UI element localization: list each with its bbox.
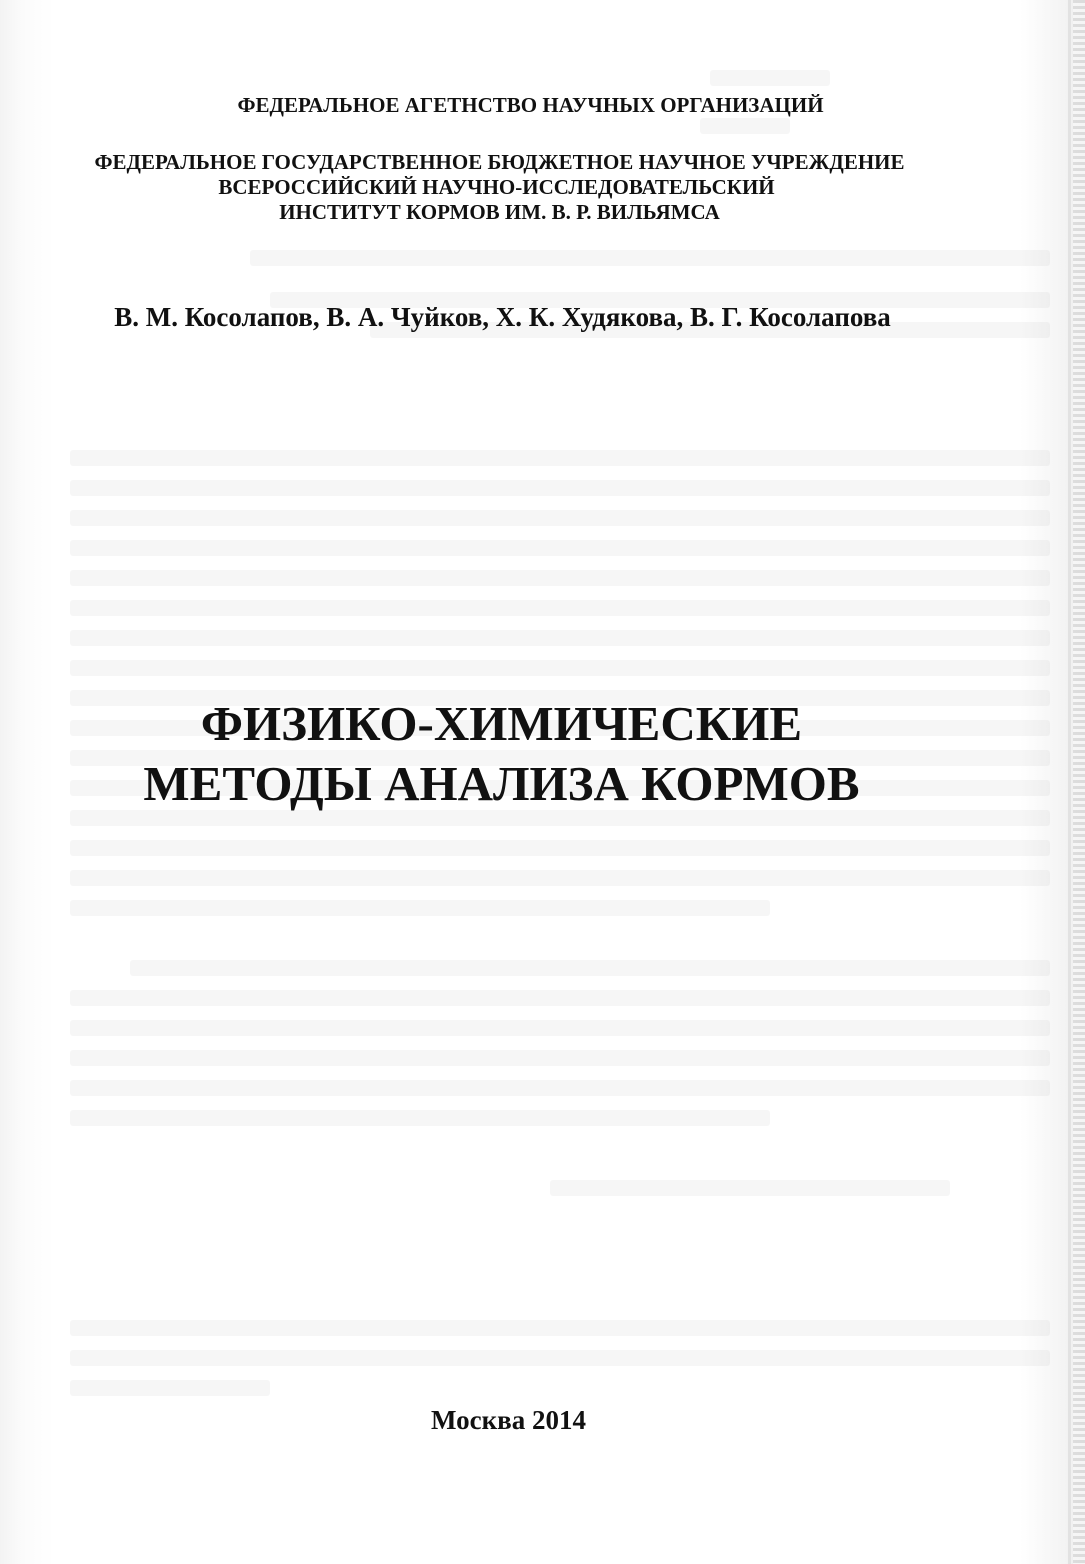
institution-line-1: ФЕДЕРАЛЬНОЕ ГОСУДАРСТВЕННОЕ БЮДЖЕТНОЕ НАУЧНОЕ УЧРЕЖДЕНИЕ <box>94 150 905 174</box>
authors: В. М. Косолапов, В. А. Чуйков, Х. К. Худякова, В. Г. Косолапова <box>114 302 891 332</box>
institution-line-2: ВСЕРОССИЙСКИЙ НАУЧНО-ИССЛЕДОВАТЕЛЬСКИЙ <box>218 175 775 199</box>
agency-name: ФЕДЕРАЛЬНОЕ АГЕТНСТВО НАУЧНЫХ ОРГАНИЗАЦИЙ <box>237 93 824 117</box>
book-title-line-2: МЕТОДЫ АНАЛИЗА КОРМОВ <box>143 756 860 811</box>
institution-line-3: ИНСТИТУТ КОРМОВ ИМ. В. Р. ВИЛЬЯМСА <box>279 200 720 224</box>
book-binding-edge <box>1073 0 1085 1564</box>
imprint-city-year: Москва 2014 <box>431 1405 586 1435</box>
book-title-line-1: ФИЗИКО-ХИМИЧЕСКИЕ <box>200 696 803 751</box>
page-edge-shadow <box>1068 0 1071 1564</box>
